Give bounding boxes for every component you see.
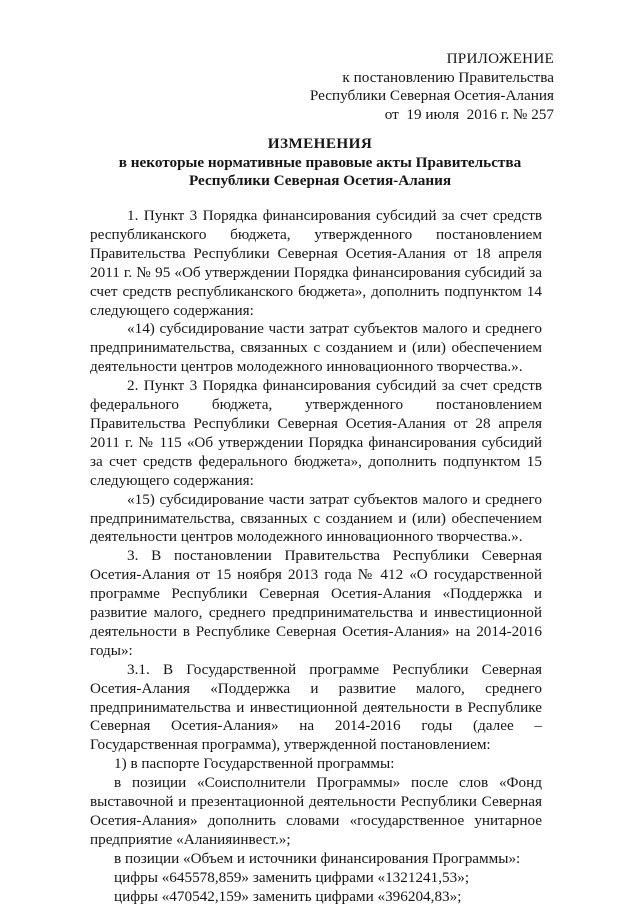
heading-subtitle-2: Республики Северная Осетия-Алания [188, 172, 452, 190]
paragraph-1: 1. Пункт 3 Порядка финансирования субсидий за счет средств республиканского бюджета, утвержденного постановлением Правительства Республики Северная Осетия-Алания от 18 апреля 2011 г. № 95 «Об утверждении Порядка финансирования субсидий за счет средств республиканского бюджета», дополнить подпунктом 14 следующего содержания: [90, 207, 542, 319]
appendix-block [310, 50, 554, 124]
document-body [90, 207, 542, 907]
appendix-date-line: от 19 июля 2016 г. № 257 [384, 105, 554, 123]
document-heading [0, 135, 640, 191]
paragraph-6: 3.1. В Государственной программе Республики Северная Осетия-Алания «Поддержка и развитие малого, среднего предпринимательства и инвестиционной деятельности в Республике Северная Осетия-Алания» на 2014-2016 годы (далее – Государственная программа), утвержденной постановлением: [90, 660, 542, 754]
paragraph-4: «15) субсидирование части затрат субъектов малого и среднего предпринимательства, связанных с созданием и (или) обеспечением деятельности центров молодежного инновационного творчества.». [90, 490, 542, 546]
paragraph-7: 1) в паспорте Государственной программы: [114, 755, 395, 773]
appendix-line-1: к постановлению Правительства [342, 68, 554, 86]
heading-title: ИЗМЕНЕНИЯ [267, 135, 373, 152]
heading-subtitle-1: в некоторые нормативные правовые акты Правительства [118, 153, 522, 171]
paragraph-11: цифры «470542,159» заменить цифрами «396204,83»; [114, 887, 462, 905]
paragraph-3: 2. Пункт 3 Порядка финансирования субсидий за счет средств федерального бюджета, утвержденного постановлением Правительства Республики Северная Осетия-Алания от 28 апреля 2011 г. № 115 «Об утверждении Порядка финансирования субсидий за счет средств федерального бюджета», дополнить подпунктом 15 следующего содержания: [90, 377, 542, 489]
appendix-title: ПРИЛОЖЕНИЕ [446, 50, 554, 67]
paragraph-9: в позиции «Объем и источники финансирования Программы»: [114, 849, 521, 867]
paragraph-2: «14) субсидирование части затрат субъектов малого и среднего предпринимательства, связанных с созданием и (или) обеспечением деятельности центров молодежного инновационного творчества.». [90, 320, 542, 376]
appendix-line-2: Республики Северная Осетия-Алания [309, 87, 554, 105]
paragraph-5: 3. В постановлении Правительства Республики Северная Осетия-Алания от 15 ноября 2013 года № 412 «О государственной программе Республики Северная Осетия-Алания «Поддержка и развитие малого, среднего предпринимательства и инвестиционной деятельности в Республике Северная Осетия-Алания» на 2014-2016 годы»: [90, 547, 542, 659]
paragraph-8: в позиции «Соисполнители Программы» после слов «Фонд выставочной и презентационной деятельности Республики Северная Осетия-Алания» дополнить словами «государственное унитарное предприятие «Аланияинвест.»; [90, 774, 542, 848]
paragraph-10: цифры «645578,859» заменить цифрами «1321241,53»; [114, 868, 470, 886]
